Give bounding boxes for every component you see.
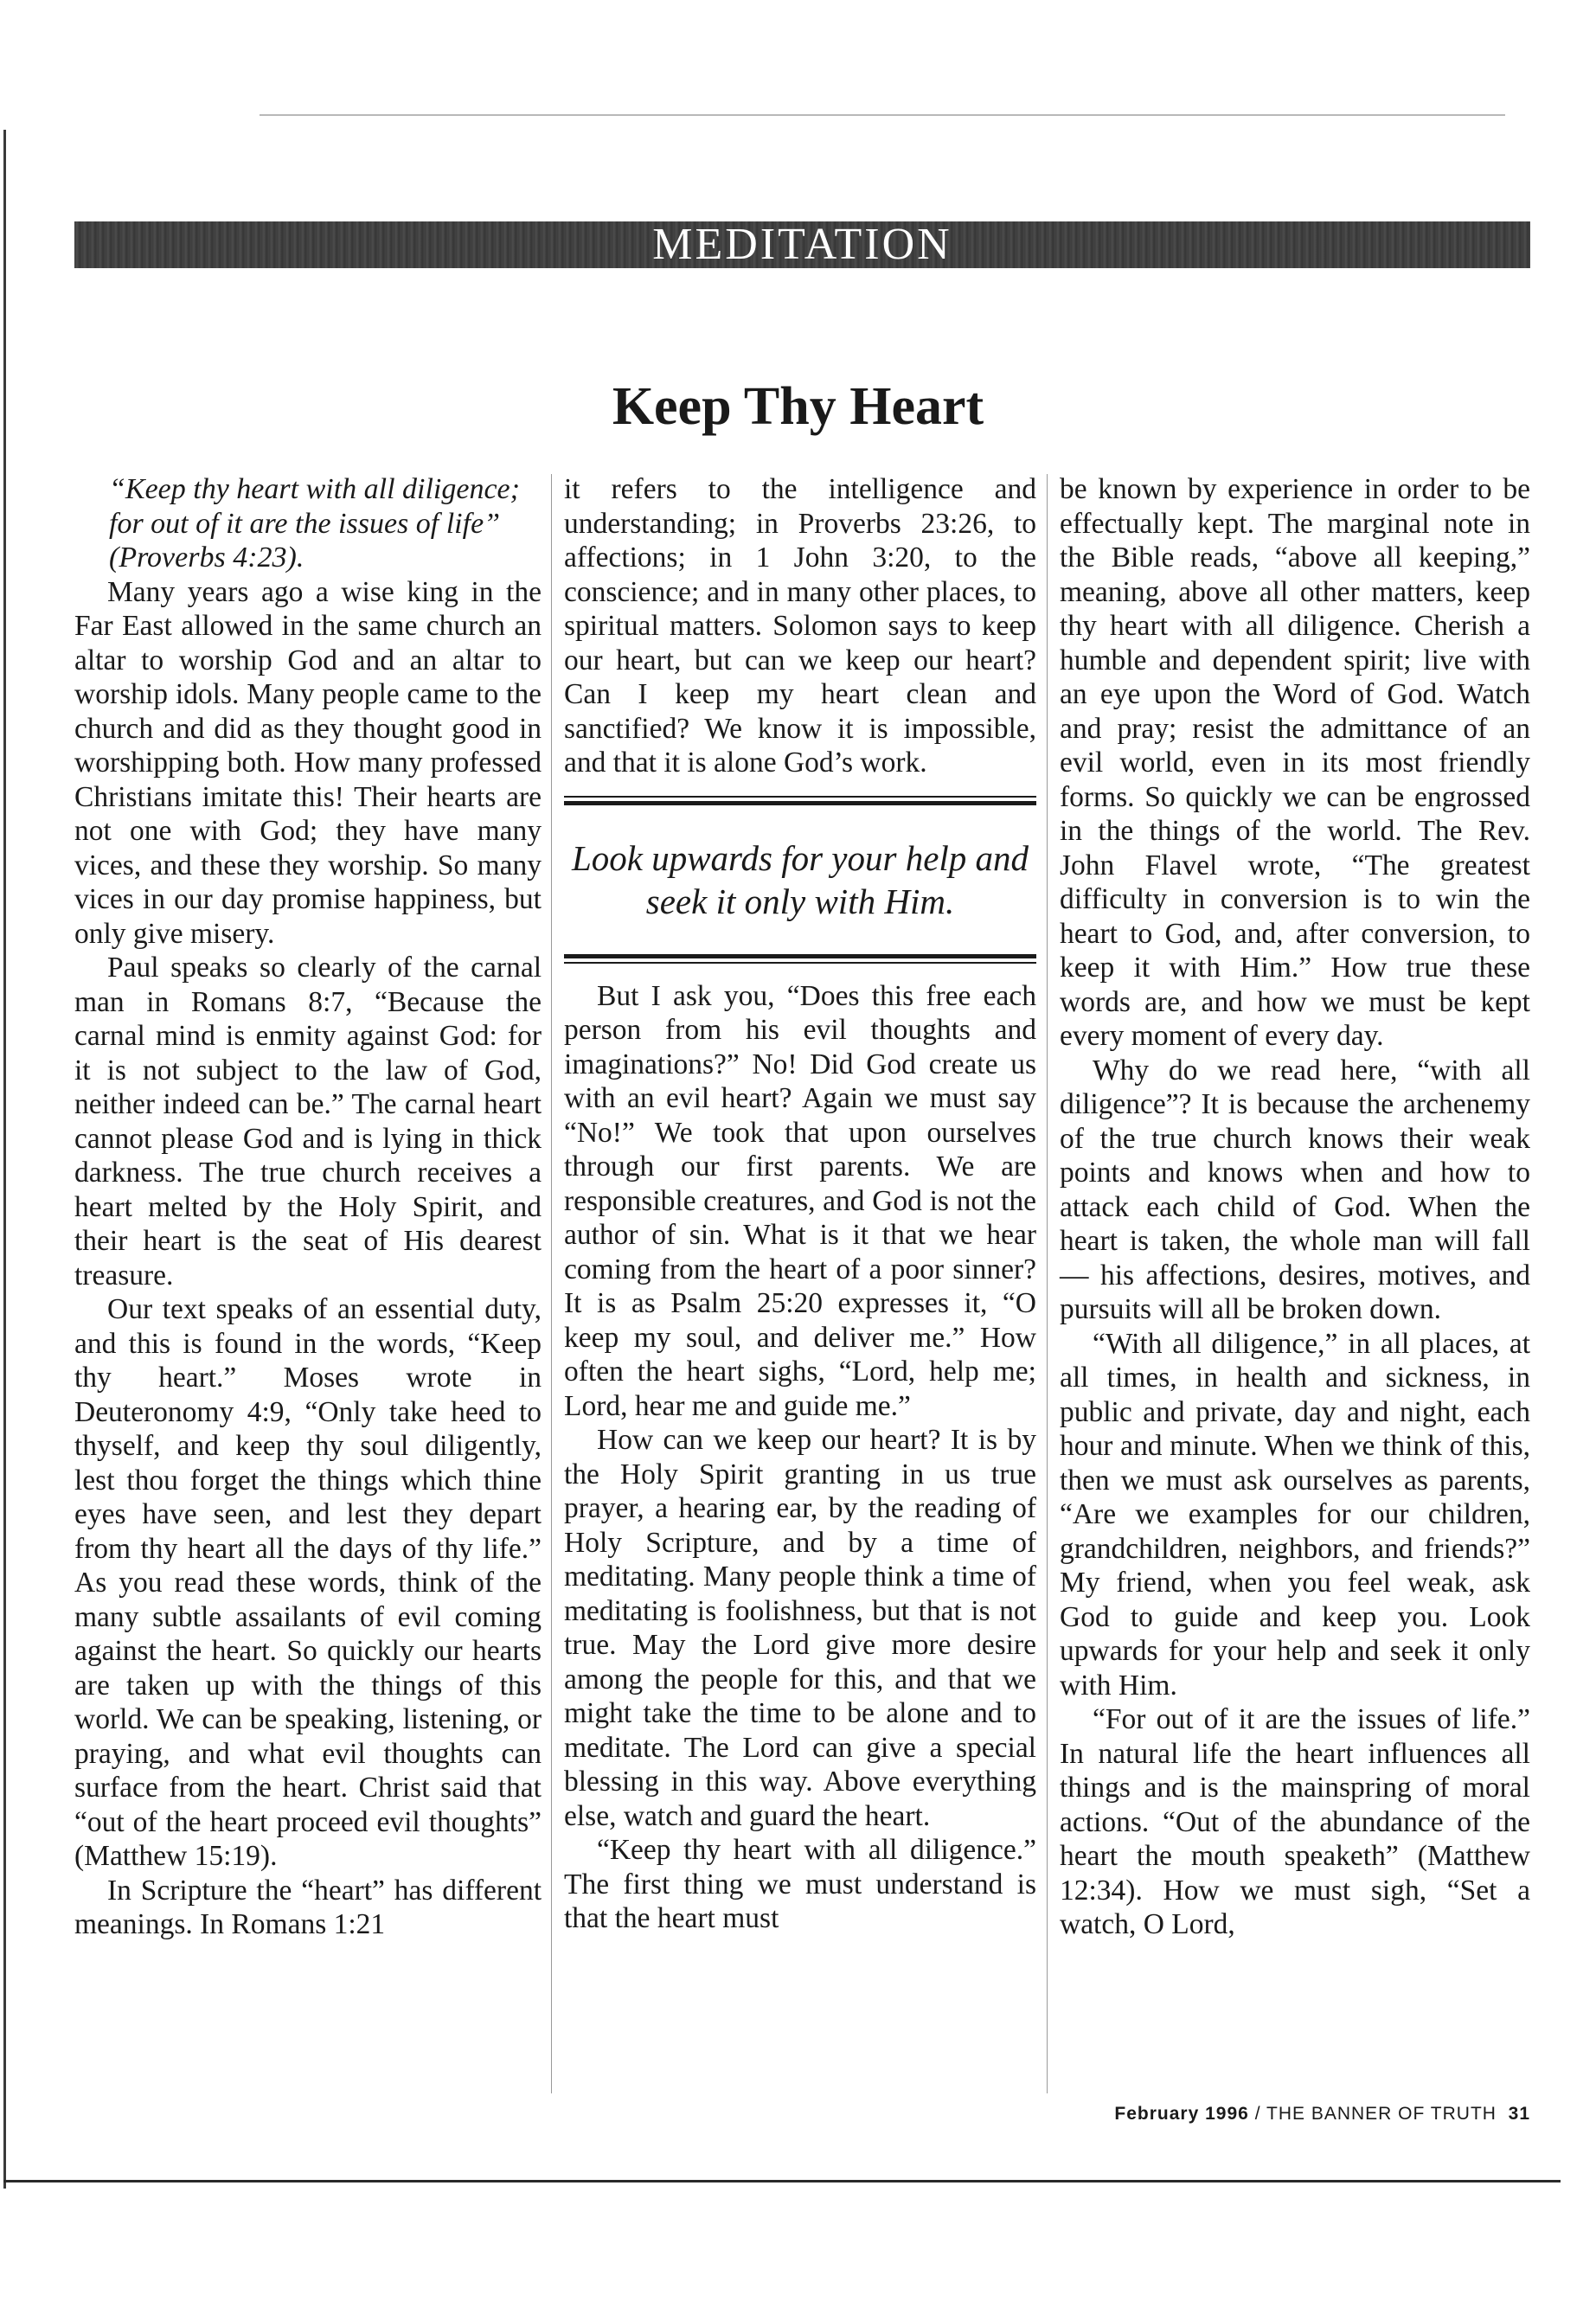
epigraph-line: (Proverbs 4:23). [109, 542, 304, 574]
page-number: 31 [1508, 2104, 1530, 2124]
paragraph: “With all diligence,” in all places, at all times, in health and sickness, in public and private, day and night, each hour and minute. When we think of this, then we must ask ourselves as parents, “Are we examples for our children, grandchildren, neighbors, and friends?” My friend, when you feel weak, ask God to guide and keep you. Look upwards for your help and seek it only with Him. [1060, 1327, 1530, 1702]
footer-separator: / [1254, 2104, 1261, 2124]
paragraph: Our text speaks of an essential duty, and this is found in the words, “Keep thy heart.” Moses wrote in Deuteronomy 4:9, “Only take heed to thyself, and keep thy soul diligently, lest thou forget the things which thine eyes have seen, and lest they depart from thy heart all the days of thy life.” As you read these words, think of the many subtle assailants of evil coming against the heart. So quickly our hearts are taken up with the things of this world. We can be speaking, listening, or praying, and what evil thoughts can surface from the heart. Christ said that “out of the heart proceed evil thoughts” (Matthew 15:19). [74, 1293, 542, 1872]
paragraph: But I ask you, “Does this free each person from his evil thoughts and imaginations?” No! Did God create us with an evil heart? Again we must say “No!” We took that upon ourselves through our first parents. We are responsible creatures, and God is not the author of sin. What is it that we hear coming from the heart of a poor sinner? It is as Psalm 25:20 expresses it, “O keep my soul, and deliver me.” How often the heart sighs, “Lord, help me; Lord, hear me and guide me.” [564, 979, 1036, 1422]
column-2 [564, 472, 1036, 2099]
column-3 [1060, 472, 1530, 2099]
epigraph [74, 472, 542, 575]
paragraph: Why do we read here, “with all diligence”? It is because the archenemy of the true church knows their weak points and knows when and how to attack each child of God. When the heart is taken, the whole man will fall — his affections, desires, motives, and pursuits will all be broken down. [1060, 1054, 1530, 1325]
pullquote: Look upwards for your help and seek it only with Him. [571, 837, 1029, 921]
paragraph: In Scripture the “heart” has different meanings. In Romans 1:21 [74, 1874, 542, 1940]
pullquote-box [564, 796, 1036, 964]
column-1 [74, 472, 542, 2099]
pullquote-rule [564, 796, 1036, 798]
issue-date: February 1996 [1114, 2104, 1249, 2124]
epigraph-line: for out of it are the issues of life” [109, 507, 501, 540]
paragraph: it refers to the intelligence and understanding; in Proverbs 23:26, to affections; in 1 John 3:20, to the conscience; and in many other places, to spiritual matters. Solomon says to keep our heart, but can we keep our heart? Can I keep my heart clean and sanctified? We know it is impossible, and that it is alone God’s work. [564, 473, 1036, 779]
paragraph: Many years ago a wise king in the Far East allowed in the same church an altar to worship God and an altar to worship idols. Many people came to the church and did as they thought good in worshipping both. How many professed Christians imitate this! Their hearts are not one with God; they have many vices, and these they worship. So many vices in our day promise happiness, but only give misery. [74, 575, 542, 950]
paragraph: “For out of it are the issues of life.” In natural life the heart influences all things and is the mainspring of moral actions. “Out of the abundance of the heart the mouth speaketh” (Matthew 12:34). How we must sigh, “Set a watch, O Lord, [1060, 1703, 1530, 1940]
scan-top-rule [260, 114, 1505, 116]
pullquote-rule [564, 962, 1036, 964]
page-footer [1114, 2104, 1530, 2125]
paragraph: “Keep thy heart with all diligence.” The first thing we must understand is that the heart must [564, 1834, 1036, 1934]
column-divider [551, 474, 552, 2093]
epigraph-line: “Keep thy heart with all diligence; [109, 473, 520, 505]
section-banner [74, 221, 1530, 268]
scan-bottom-rule [3, 2180, 1561, 2182]
article-title: Keep Thy Heart [612, 376, 984, 436]
paragraph: be known by experience in order to be effectually kept. The marginal note in the Bible reads, “above all keeping,” meaning, above all other matters, keep thy heart with all diligence. Cherish a humble and dependent spirit; live with an eye upon the Word of God. Watch and pray; resist the admittance of an evil world, even in its most friendly forms. So quickly we can be engrossed in the things of the world. The Rev. John Flavel wrote, “The greatest difficulty in conversion is to win the heart to God, and, after conversion, to keep it with Him.” How true these words are, and how we must be kept every moment of every day. [1060, 473, 1530, 1052]
paragraph: Paul speaks so clearly of the carnal man in Romans 8:7, “Because the carnal mind is enmity against God: for it is not subject to the law of God, neither indeed can be.” The carnal heart cannot please God and is lying in thick darkness. The true church receives a heart melted by the Holy Spirit, and their heart is the seat of His dearest treasure. [74, 952, 542, 1292]
section-label: MEDITATION [652, 220, 952, 269]
pullquote-rule [564, 954, 1036, 958]
column-divider [1047, 474, 1048, 2093]
publication-name: THE BANNER OF TRUTH [1266, 2104, 1497, 2124]
paragraph: How can we keep our heart? It is by the Holy Spirit granting in us true prayer, a hearing ear, by the reading of Holy Scripture, and by a time of meditating. Many people think a time of meditating is foolishness, but that is not true. May the Lord give more desire among the people for this, and that we might take the time to be alone and to meditate. The Lord can give a special blessing in this way. Above everything else, watch and guard the heart. [564, 1424, 1036, 1832]
